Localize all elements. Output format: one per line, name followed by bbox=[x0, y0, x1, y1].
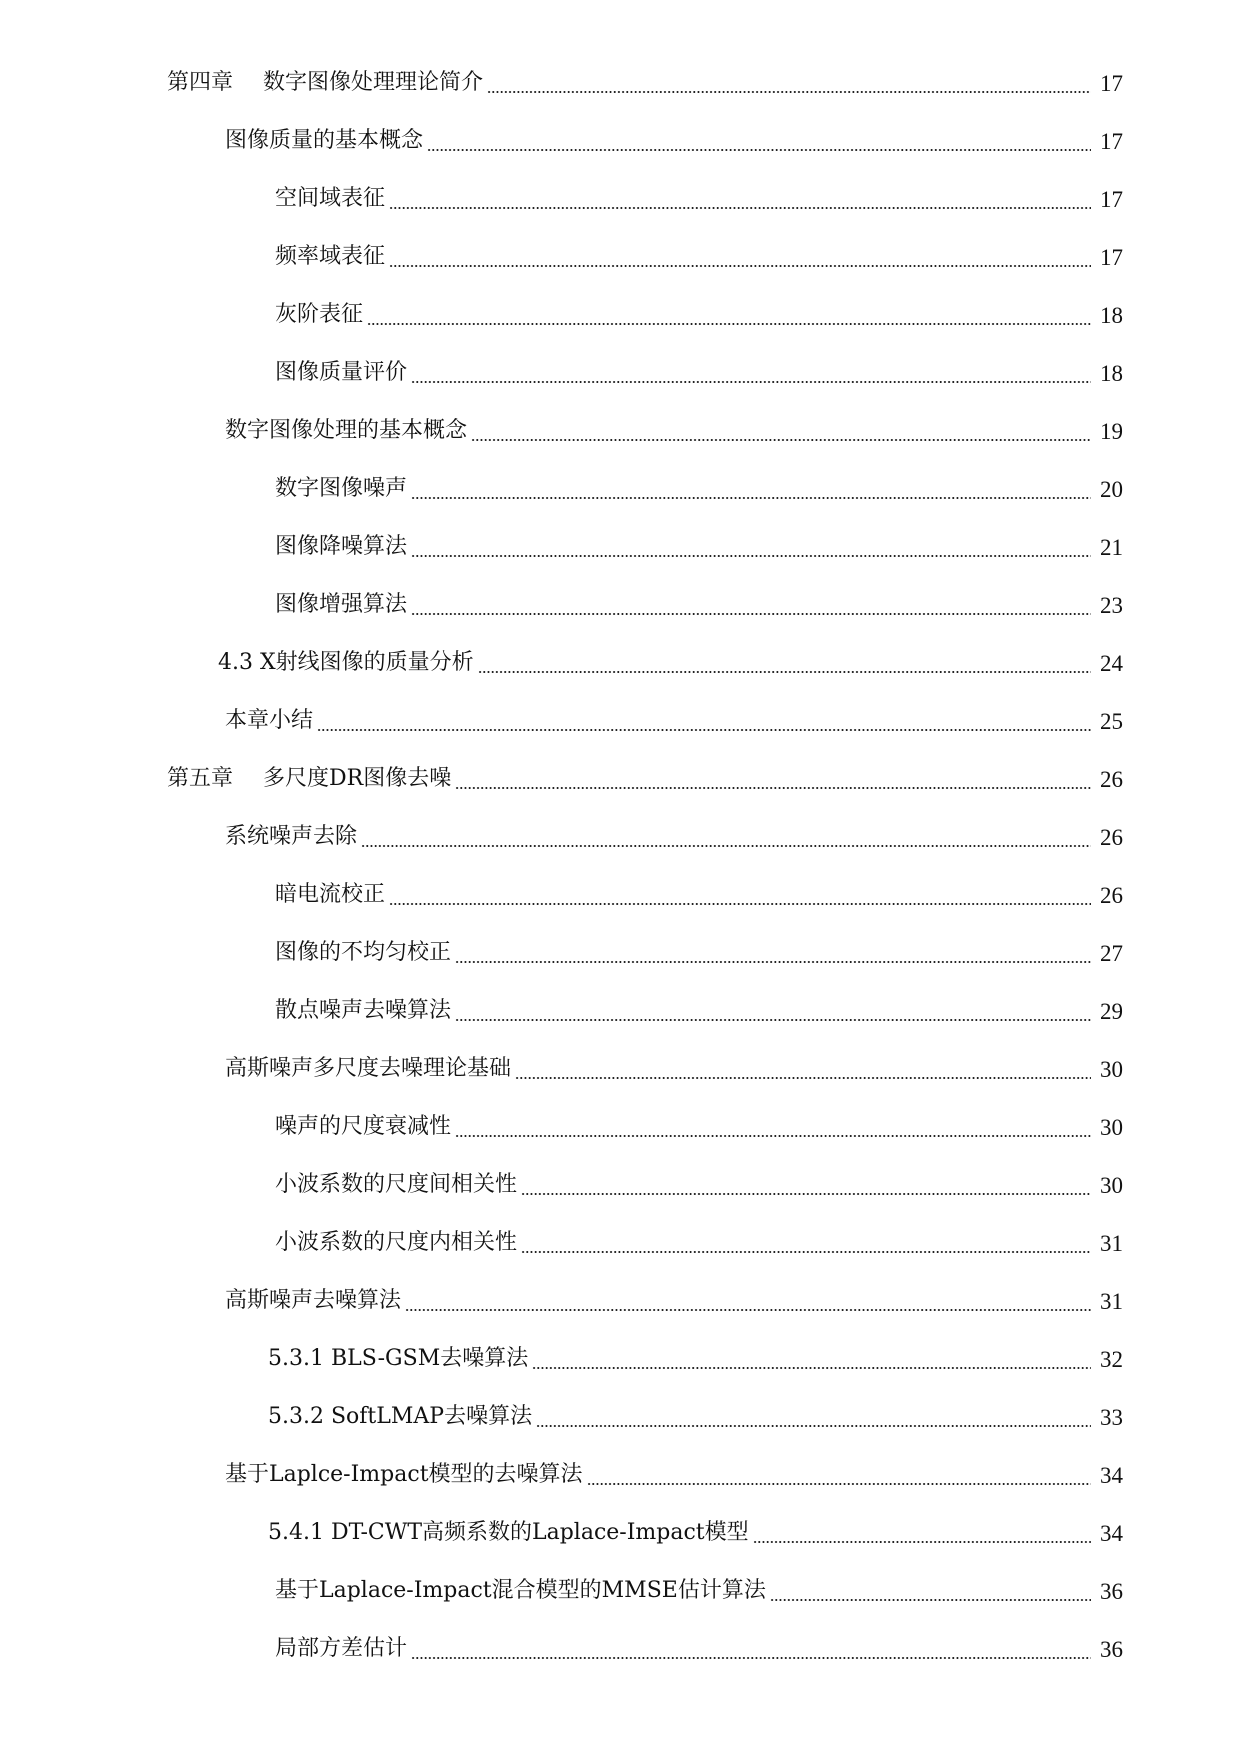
dot-leader bbox=[411, 613, 1091, 615]
toc-entry-title: 第四章 数字图像处理理论简介 bbox=[167, 70, 484, 95]
dot-leader bbox=[455, 961, 1091, 963]
toc-entry-title: 高斯噪声多尺度去噪理论基础 bbox=[225, 1056, 512, 1081]
toc-entry-page: 21 bbox=[1100, 534, 1123, 560]
toc-entry[interactable] bbox=[0, 1214, 1241, 1272]
toc-entry-title: 散点噪声去噪算法 bbox=[275, 998, 452, 1023]
toc-entry[interactable] bbox=[0, 1562, 1241, 1620]
chapter-prefix: 第五章 bbox=[167, 766, 234, 791]
toc-entry-page: 29 bbox=[1100, 998, 1123, 1024]
dot-leader bbox=[455, 1135, 1091, 1137]
toc-entry-title: 4.3 X射线图像的质量分析 bbox=[218, 650, 474, 675]
toc-entry-page: 26 bbox=[1100, 766, 1123, 792]
toc-entry[interactable] bbox=[0, 866, 1241, 924]
toc-entry-title: 图像质量评价 bbox=[275, 360, 408, 385]
toc-entry[interactable] bbox=[0, 518, 1241, 576]
toc-entry[interactable] bbox=[0, 1098, 1241, 1156]
toc-entry-title: 系统噪声去除 bbox=[225, 824, 358, 849]
chapter-prefix: 第四章 bbox=[167, 70, 234, 95]
toc-entry-page: 34 bbox=[1100, 1520, 1123, 1546]
dot-leader bbox=[427, 149, 1091, 151]
toc-entry[interactable] bbox=[0, 982, 1241, 1040]
toc-entry[interactable] bbox=[0, 576, 1241, 634]
toc-entry-title: 数字图像噪声 bbox=[275, 476, 408, 501]
dot-leader bbox=[367, 323, 1091, 325]
toc-entry-page: 19 bbox=[1100, 418, 1123, 444]
toc-entry-title: 灰阶表征 bbox=[275, 302, 364, 327]
toc-entry-title: 小波系数的尺度间相关性 bbox=[275, 1172, 518, 1197]
toc-entry-page: 36 bbox=[1100, 1578, 1123, 1604]
dot-leader bbox=[361, 845, 1091, 847]
toc-entry-page: 31 bbox=[1100, 1288, 1123, 1314]
toc-entry-title: 图像的不均匀校正 bbox=[275, 940, 452, 965]
toc-entry[interactable] bbox=[0, 1040, 1241, 1098]
dot-leader bbox=[389, 903, 1091, 905]
toc-entry-page: 18 bbox=[1100, 302, 1123, 328]
toc-entry-page: 17 bbox=[1100, 128, 1123, 154]
toc-entry-title: 图像降噪算法 bbox=[275, 534, 408, 559]
dot-leader bbox=[478, 671, 1091, 673]
table-of-contents bbox=[0, 54, 1241, 1678]
toc-entry[interactable] bbox=[0, 1156, 1241, 1214]
toc-entry-title: 图像质量的基本概念 bbox=[225, 128, 424, 153]
dot-leader bbox=[487, 91, 1091, 93]
toc-entry[interactable] bbox=[0, 228, 1241, 286]
toc-entry-page: 30 bbox=[1100, 1056, 1123, 1082]
dot-leader bbox=[515, 1077, 1091, 1079]
toc-entry-title: 本章小结 bbox=[225, 708, 314, 733]
toc-entry-page: 34 bbox=[1100, 1462, 1123, 1488]
dot-leader bbox=[411, 381, 1091, 383]
toc-entry-title: 图像增强算法 bbox=[275, 592, 408, 617]
dot-leader bbox=[536, 1425, 1091, 1427]
dot-leader bbox=[389, 265, 1091, 267]
toc-entry[interactable] bbox=[0, 1446, 1241, 1504]
toc-entry-page: 33 bbox=[1100, 1404, 1123, 1430]
toc-entry-title: 高斯噪声去噪算法 bbox=[225, 1288, 402, 1313]
toc-entry[interactable] bbox=[0, 1620, 1241, 1678]
toc-entry-page: 32 bbox=[1100, 1346, 1123, 1372]
toc-entry-title: 噪声的尺度衰减性 bbox=[275, 1114, 452, 1139]
toc-entry-title: 暗电流校正 bbox=[275, 882, 386, 907]
toc-entry[interactable] bbox=[0, 1272, 1241, 1330]
toc-entry-page: 31 bbox=[1100, 1230, 1123, 1256]
toc-entry-title: 基于Laplce-Impact模型的去噪算法 bbox=[225, 1462, 583, 1487]
dot-leader bbox=[317, 729, 1091, 731]
toc-entry[interactable] bbox=[0, 750, 1241, 808]
toc-entry-page: 17 bbox=[1100, 70, 1123, 96]
toc-entry-page: 30 bbox=[1100, 1114, 1123, 1140]
toc-entry-title: 第五章 多尺度DR图像去噪 bbox=[167, 766, 452, 791]
toc-entry-title: 局部方差估计 bbox=[275, 1636, 408, 1661]
dot-leader bbox=[455, 1019, 1091, 1021]
dot-leader bbox=[405, 1309, 1091, 1311]
dot-leader bbox=[389, 207, 1091, 209]
dot-leader bbox=[471, 439, 1091, 441]
toc-entry-page: 36 bbox=[1100, 1636, 1123, 1662]
toc-entry-page: 18 bbox=[1100, 360, 1123, 386]
toc-entry[interactable] bbox=[0, 808, 1241, 866]
toc-entry[interactable] bbox=[0, 460, 1241, 518]
toc-entry-page: 17 bbox=[1100, 244, 1123, 270]
toc-entry-title: 5.3.2 SoftLMAP去噪算法 bbox=[268, 1404, 533, 1429]
dot-leader bbox=[587, 1483, 1091, 1485]
dot-leader bbox=[521, 1251, 1091, 1253]
toc-entry[interactable] bbox=[0, 1330, 1241, 1388]
dot-leader bbox=[753, 1541, 1091, 1543]
toc-entry-page: 30 bbox=[1100, 1172, 1123, 1198]
toc-entry-page: 17 bbox=[1100, 186, 1123, 212]
toc-entry-title: 5.4.1 DT-CWT高频系数的Laplace-Impact模型 bbox=[268, 1520, 749, 1545]
toc-entry[interactable] bbox=[0, 54, 1241, 112]
toc-entry[interactable] bbox=[0, 1504, 1241, 1562]
toc-entry[interactable] bbox=[0, 170, 1241, 228]
toc-entry-title: 基于Laplace-Impact混合模型的MMSE估计算法 bbox=[275, 1578, 766, 1603]
toc-entry-page: 20 bbox=[1100, 476, 1123, 502]
dot-leader bbox=[521, 1193, 1091, 1195]
dot-leader bbox=[770, 1599, 1091, 1601]
toc-entry[interactable] bbox=[0, 344, 1241, 402]
toc-entry-page: 26 bbox=[1100, 824, 1123, 850]
toc-entry[interactable] bbox=[0, 634, 1241, 692]
toc-entry[interactable] bbox=[0, 286, 1241, 344]
toc-entry-title: 频率域表征 bbox=[275, 244, 386, 269]
dot-leader bbox=[411, 1657, 1091, 1659]
toc-entry-title: 小波系数的尺度内相关性 bbox=[275, 1230, 518, 1255]
dot-leader bbox=[411, 497, 1091, 499]
toc-entry-title: 空间域表征 bbox=[275, 186, 386, 211]
dot-leader bbox=[455, 787, 1091, 789]
toc-entry-page: 24 bbox=[1100, 650, 1123, 676]
toc-entry-title: 5.3.1 BLS-GSM去噪算法 bbox=[268, 1346, 529, 1371]
toc-entry[interactable] bbox=[0, 1388, 1241, 1446]
dot-leader bbox=[411, 555, 1091, 557]
toc-entry[interactable] bbox=[0, 692, 1241, 750]
toc-entry-page: 23 bbox=[1100, 592, 1123, 618]
toc-entry-page: 27 bbox=[1100, 940, 1123, 966]
dot-leader bbox=[532, 1367, 1091, 1369]
toc-entry[interactable] bbox=[0, 924, 1241, 982]
toc-entry-title: 数字图像处理的基本概念 bbox=[225, 418, 468, 443]
toc-entry[interactable] bbox=[0, 402, 1241, 460]
toc-entry-page: 25 bbox=[1100, 708, 1123, 734]
toc-entry[interactable] bbox=[0, 112, 1241, 170]
toc-entry-page: 26 bbox=[1100, 882, 1123, 908]
